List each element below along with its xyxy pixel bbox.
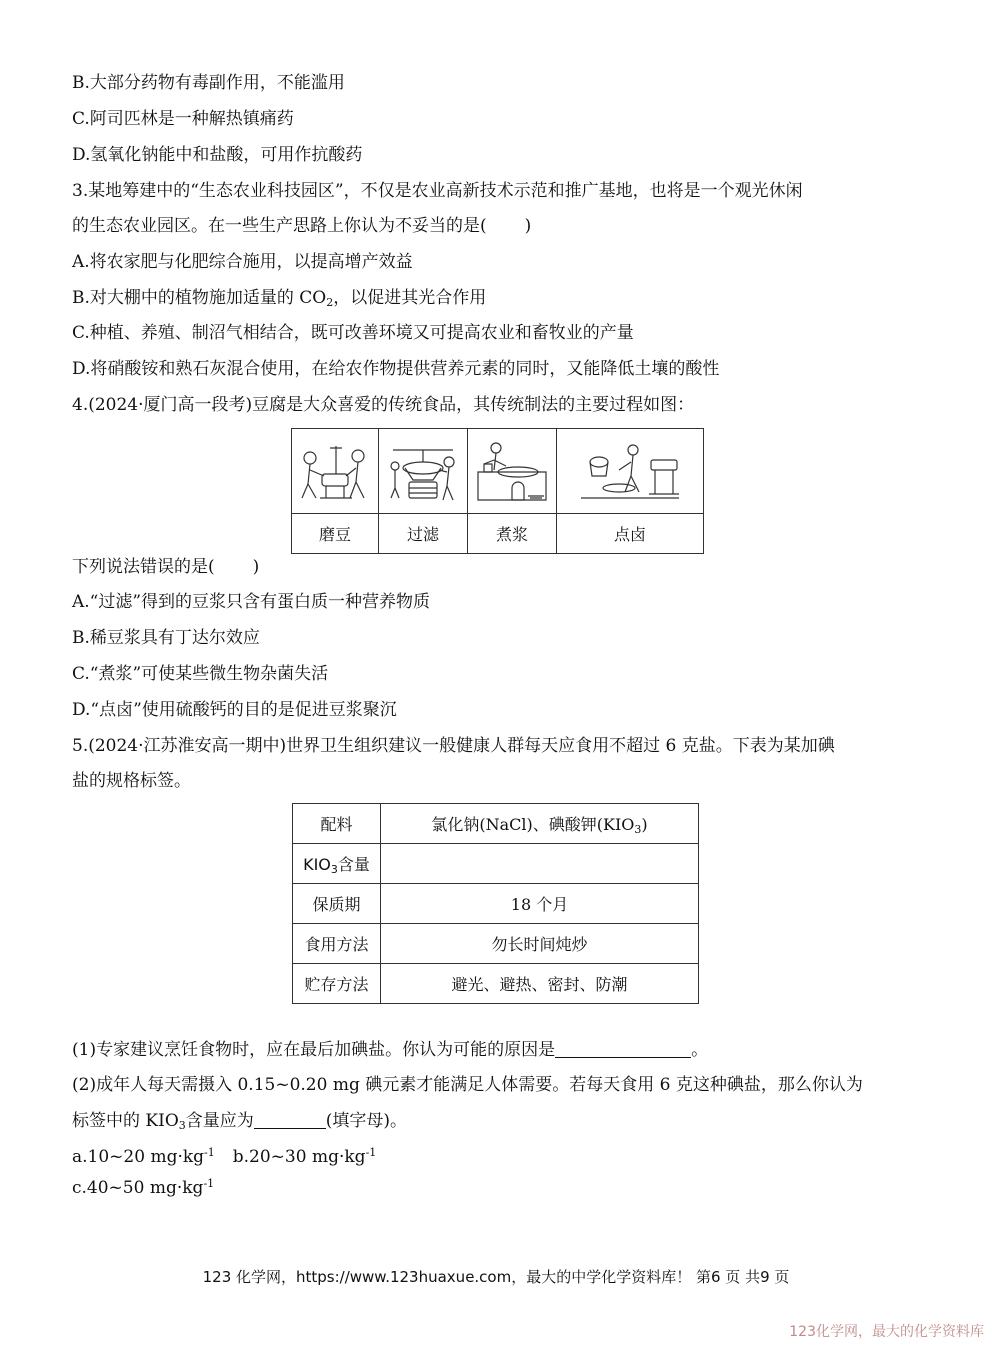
question-3-line-1: 3.某地筹建中的“生态农业科技园区”，不仅是农业高新技术示范和推广基地，也将是一个观光休闲 — [72, 181, 803, 201]
grinding-illustration — [292, 429, 379, 514]
ingredients-sub: 3 — [634, 823, 642, 836]
option-3b-post: ，以促进其光合作用 — [333, 288, 487, 308]
step-filtering: 过滤 — [379, 514, 468, 554]
question-4-stem-text: 下列说法错误的是( — [72, 557, 215, 577]
option-4a: A.“过滤”得到的豆浆只含有蛋白质一种营养物质 — [72, 592, 431, 612]
storage-key: 贮存方法 — [293, 964, 381, 1004]
answer-blank[interactable] — [555, 1041, 691, 1058]
question-5-part-2-line-2 — [72, 1110, 407, 1132]
question-5-part-2-line-1: (2)成年人每天需摄入 0.15~0.20 mg 碘元素才能满足人体需要。若每天食用 6 克这种碘盐，那么你认为 — [72, 1075, 863, 1095]
ingredients-text: 氯化钠(NaCl)、碘酸钾(KIO — [431, 815, 635, 834]
usage-key: 食用方法 — [293, 924, 381, 964]
part-1-text: (1)专家建议烹饪食物时，应在最后加碘盐。你认为可能的原因是 — [72, 1040, 556, 1060]
shelf-life-key: 保质期 — [293, 884, 381, 924]
salt-label-table — [292, 803, 699, 1004]
question-3-text: 的生态农业园区。在一些生产思路上你认为不妥当的是( — [72, 216, 487, 236]
table-row — [293, 844, 699, 884]
choice-b: b.20~30 mg·kg — [232, 1147, 366, 1167]
step-boiling: 煮浆 — [468, 514, 557, 554]
choice-a: a.10~20 mg·kg — [72, 1147, 205, 1167]
option-3c: C.种植、养殖、制沼气相结合，既可改善环境又可提高农业和畜牧业的产量 — [72, 323, 634, 343]
option-2d: D.氢氧化钠能中和盐酸，可用作抗酸药 — [72, 145, 363, 165]
question-4-line-1: 4.(2024·厦门高一段考)豆腐是大众喜爱的传统食品，其传统制法的主要过程如图： — [72, 395, 695, 415]
page-footer: 123 化学网，https://www.123huaxue.com，最大的中学化学资料库！ 第6 页 共9 页 — [202, 1268, 790, 1286]
choice-c-line — [72, 1177, 214, 1199]
storage-value: 避光、避热、密封、防潮 — [381, 964, 699, 1004]
kio3-content-key — [293, 844, 381, 884]
choice-b-exp: -1 — [365, 1146, 377, 1159]
step-coagulating: 点卤 — [557, 514, 704, 554]
option-3b-pre: B.对大棚中的植物施加适量的 CO — [72, 288, 327, 308]
kio3-suffix: 含量 — [337, 855, 370, 874]
option-4d: D.“点卤”使用硫酸钙的目的是促进豆浆聚沉 — [72, 700, 397, 720]
step-grinding: 磨豆 — [292, 514, 379, 554]
option-3b — [72, 287, 486, 309]
question-4-stem — [72, 556, 259, 578]
boiling-illustration — [468, 429, 557, 514]
watermark: 123化学网，最大的化学资料库 — [789, 1324, 984, 1340]
kio3-sub: 3 — [330, 863, 338, 876]
coagulating-illustration — [557, 429, 704, 514]
kio3-content-value — [381, 844, 699, 884]
choice-c: c.40~50 mg·kg — [72, 1178, 204, 1198]
choices-ab — [72, 1146, 376, 1168]
table-row — [293, 804, 699, 844]
option-4b: B.稀豆浆具有丁达尔效应 — [72, 628, 260, 648]
question-5-line-1: 5.(2024·江苏淮安高一期中)世界卫生组织建议一般健康人群每天应食用不超过 6 克盐。下表为某加碘 — [72, 736, 835, 756]
answer-blank[interactable] — [254, 1112, 326, 1129]
part-2-text-b: 含量应为 — [185, 1111, 254, 1131]
question-5-line-2: 盐的规格标签。 — [72, 771, 191, 791]
table-row — [293, 964, 699, 1004]
option-2b: B.大部分药物有毒副作用，不能滥用 — [72, 73, 345, 93]
part-2-text-c: (填字母)。 — [325, 1111, 408, 1131]
shelf-life-value: 18 个月 — [381, 884, 699, 924]
ingredients-key: 配料 — [293, 804, 381, 844]
table-row — [293, 924, 699, 964]
option-3a: A.将农家肥与化肥综合施用，以提高增产效益 — [72, 252, 413, 272]
part-2-text: 标签中的 KIO — [72, 1111, 179, 1131]
question-4-stem-close: ) — [252, 557, 260, 577]
part-2-sub: 3 — [178, 1119, 186, 1132]
ingredients-value — [381, 804, 699, 844]
option-3b-sub: 2 — [326, 296, 334, 309]
question-3-line-2 — [72, 215, 531, 237]
kio3-text: KIO — [303, 855, 331, 874]
question-3-close: ) — [524, 216, 532, 236]
option-2c: C.阿司匹林是一种解热镇痛药 — [72, 109, 294, 129]
question-5-part-1 — [72, 1039, 708, 1061]
choice-a-exp: -1 — [204, 1146, 215, 1159]
ingredients-close: ) — [641, 815, 648, 834]
option-3d: D.将硝酸铵和熟石灰混合使用，在给农作物提供营养元素的同时，又能降低土壤的酸性 — [72, 359, 720, 379]
usage-value: 勿长时间炖炒 — [381, 924, 699, 964]
table-row — [293, 884, 699, 924]
part-1-period: 。 — [691, 1040, 709, 1060]
option-4c: C.“煮浆”可使某些微生物杂菌失活 — [72, 664, 329, 684]
tofu-process-table — [291, 428, 704, 554]
choice-c-exp: -1 — [203, 1177, 215, 1190]
filtering-illustration — [379, 429, 468, 514]
